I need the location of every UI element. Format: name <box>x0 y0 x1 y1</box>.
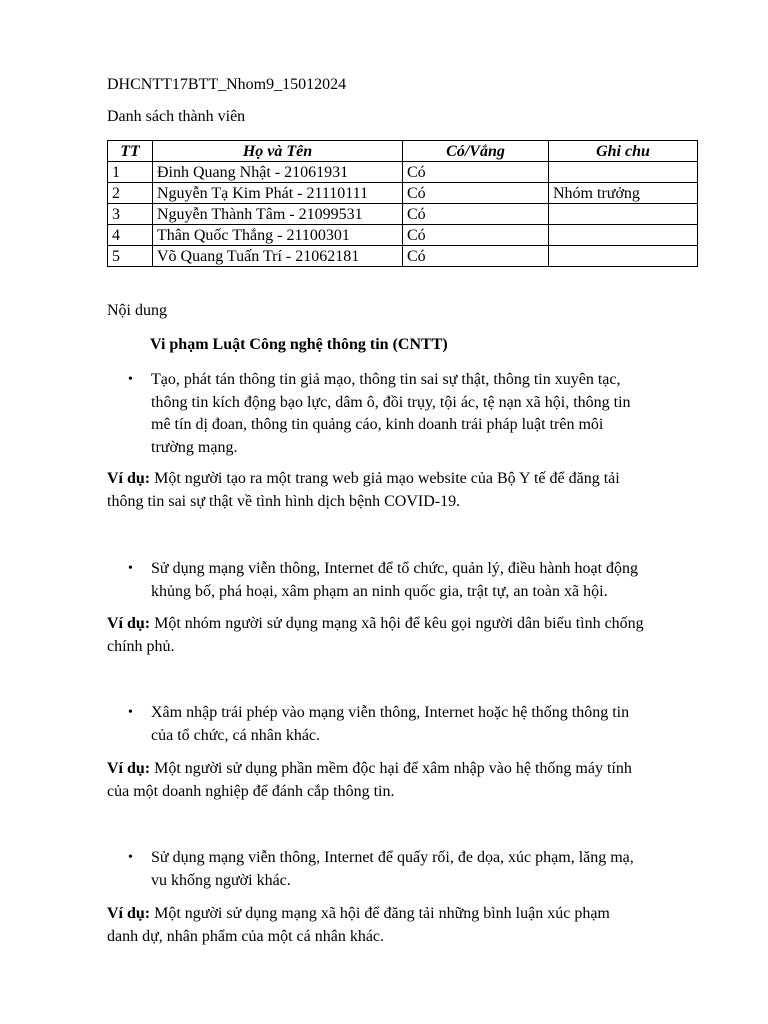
document-title: DHCNTT17BTT_Nhom9_15012024 <box>107 76 347 93</box>
cell-attendance: Có <box>403 246 549 267</box>
table-row <box>108 225 698 246</box>
bullet-line: khủng bố, phá hoại, xâm phạm an ninh quốc gia, trật tự, an toàn xã hội. <box>151 582 608 600</box>
cell-tt: 1 <box>108 162 153 183</box>
bullet-line: thông tin kích động bạo lực, dâm ô, đồi trụy, tội ác, tệ nạn xã hội, thông tin <box>151 393 631 411</box>
cell-note <box>549 225 698 246</box>
cell-attendance: Có <box>403 162 549 183</box>
example-line <box>107 613 707 636</box>
cell-name: Thân Quốc Thắng - 21100301 <box>153 225 403 246</box>
table-row <box>108 246 698 267</box>
example-label: Ví dụ: <box>107 470 151 487</box>
table-row <box>108 162 698 183</box>
example-text: Một người sử dụng phần mềm độc hại để xâm nhập vào hệ thống máy tính <box>150 760 632 777</box>
column-header-attendance: Có/Vắng <box>403 141 549 162</box>
bullet-line: Sử dụng mạng viễn thông, Internet để tổ chức, quản lý, điều hành hoạt động <box>151 560 639 577</box>
example-text: Một nhóm người sử dụng mạng xã hội để kêu gọi người dân biểu tình chống <box>150 615 644 632</box>
column-header-tt: TT <box>108 141 153 162</box>
bullet-text <box>151 847 698 892</box>
cell-note <box>549 246 698 267</box>
section-title: Vi phạm Luật Công nghệ thông tin (CNTT) <box>150 336 448 353</box>
content-heading: Nội dung <box>107 302 167 319</box>
column-header-note: Ghi chu <box>549 141 698 162</box>
bullet-line: Sử dụng mạng viễn thông, Internet để quấy rối, đe dọa, xúc phạm, lăng mạ, <box>151 849 634 866</box>
table-row <box>108 204 698 225</box>
example-label: Ví dụ: <box>107 905 151 922</box>
bullet-icon: • <box>128 561 133 576</box>
cell-attendance: Có <box>403 204 549 225</box>
example-line: của một doanh nghiệp để đánh cắp thông tin. <box>107 782 395 800</box>
example-line: thông tin sai sự thật về tình hình dịch bệnh COVID-19. <box>107 492 461 510</box>
example-text: Một người sử dụng mạng xã hội để đăng tải những bình luận xúc phạm <box>150 905 610 922</box>
cell-name: Nguyễn Thành Tâm - 21099531 <box>153 204 403 225</box>
cell-note <box>549 162 698 183</box>
example-paragraph <box>107 468 707 513</box>
example-label: Ví dụ: <box>107 760 151 777</box>
bullet-line: Xâm nhập trái phép vào mạng viễn thông, Internet hoặc hệ thống thông tin <box>151 704 630 721</box>
example-line <box>107 903 707 926</box>
cell-note <box>549 204 698 225</box>
member-table <box>107 140 698 267</box>
bullet-icon: • <box>128 850 133 865</box>
example-text: Một người tạo ra một trang web giả mạo website của Bộ Y tế để đăng tải <box>150 470 620 487</box>
bullet-icon: • <box>128 372 133 387</box>
example-paragraph <box>107 758 707 803</box>
example-paragraph <box>107 613 707 658</box>
example-line <box>107 468 707 491</box>
example-line: chính phủ. <box>107 637 175 655</box>
example-line <box>107 758 707 781</box>
bullet-line: vu khống người khác. <box>151 871 291 889</box>
table-header-row <box>108 141 698 162</box>
cell-tt: 5 <box>108 246 153 267</box>
bullet-line: Tạo, phát tán thông tin giả mạo, thông tin sai sự thật, thông tin xuyên tạc, <box>151 371 621 388</box>
bullet-line: mê tín dị đoan, thông tin quảng cáo, kinh doanh trái pháp luật trên môi <box>151 416 604 433</box>
bullet-text <box>151 558 698 603</box>
bullet-line: của tổ chức, cá nhân khác. <box>151 726 321 744</box>
bullet-icon: • <box>128 705 133 720</box>
bullet-line: trường mạng. <box>151 438 238 456</box>
cell-tt: 3 <box>108 204 153 225</box>
column-header-name: Họ và Tên <box>153 141 403 162</box>
example-line: danh dự, nhân phẩm của một cá nhân khác. <box>107 927 385 945</box>
cell-note: Nhóm trưởng <box>549 183 698 204</box>
cell-attendance: Có <box>403 225 549 246</box>
bullet-text <box>151 369 698 459</box>
example-label: Ví dụ: <box>107 615 151 632</box>
cell-tt: 4 <box>108 225 153 246</box>
table-row <box>108 183 698 204</box>
cell-tt: 2 <box>108 183 153 204</box>
bullet-text <box>151 702 698 747</box>
cell-name: Đinh Quang Nhật - 21061931 <box>153 162 403 183</box>
cell-name: Võ Quang Tuấn Trí - 21062181 <box>153 246 403 267</box>
member-list-heading: Danh sách thành viên <box>107 108 246 125</box>
cell-attendance: Có <box>403 183 549 204</box>
example-paragraph <box>107 903 707 948</box>
cell-name: Nguyễn Tạ Kim Phát - 21110111 <box>153 183 403 204</box>
